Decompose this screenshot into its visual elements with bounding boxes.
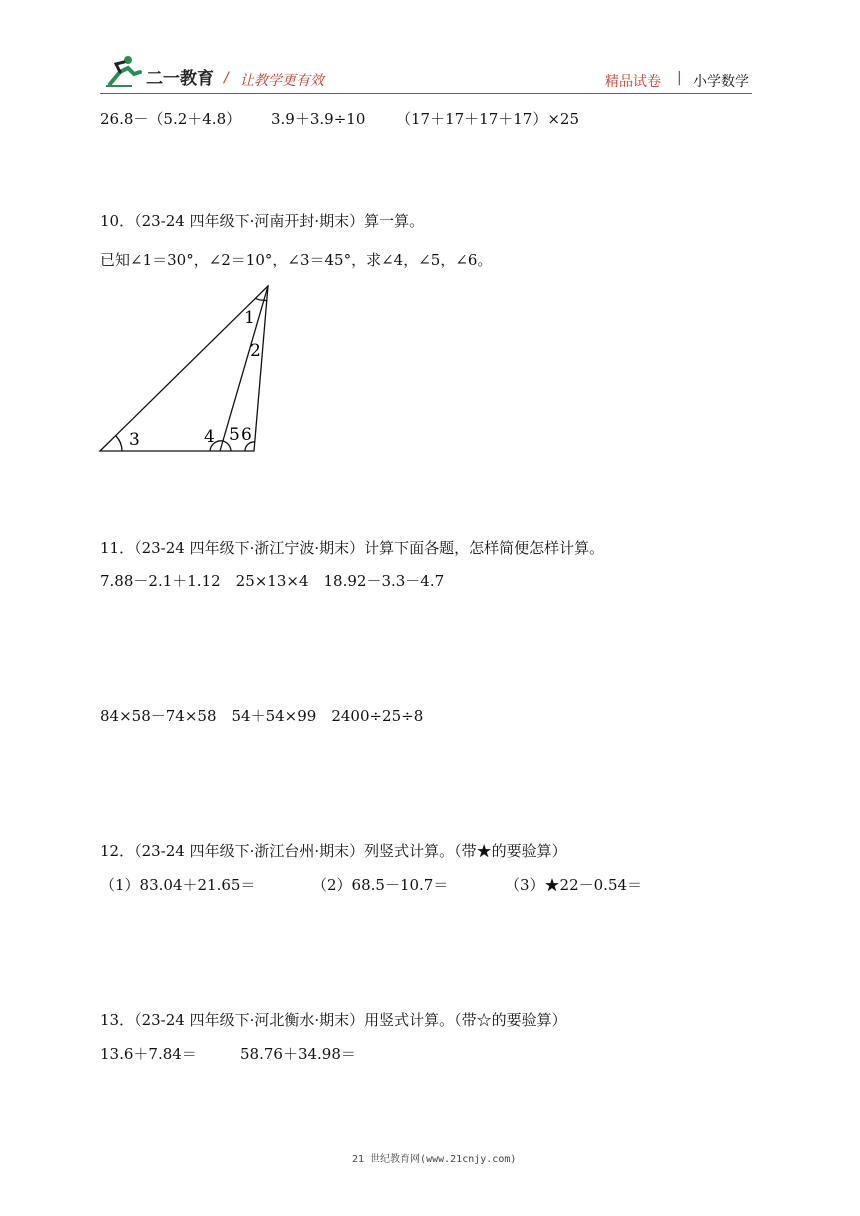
- q12-item-1: （1）83.04＋21.65＝: [100, 876, 256, 894]
- q10-title: 10．（23-24 四年级下·河南开封·期末）算一算。: [100, 212, 425, 230]
- header-subject: 小学数学: [693, 74, 749, 90]
- header-divider: |: [677, 70, 682, 86]
- q10-condition: 已知∠1＝30°，∠2＝10°，∠3＝45°，求∠4，∠5，∠6。: [100, 251, 493, 269]
- q9-expr-3: （17＋17＋17＋17）×25: [396, 110, 580, 128]
- triangle-figure: [95, 280, 275, 460]
- q9-expr-1: 26.8－（5.2＋4.8）: [100, 110, 242, 128]
- slogan: 让教学更有效: [240, 73, 324, 89]
- q12-item-2: （2）68.5－10.7＝: [312, 876, 449, 894]
- label-angle-3: 3: [129, 430, 140, 450]
- logo-text: 二一教育: [146, 69, 214, 89]
- runner-logo-icon: [104, 54, 144, 88]
- q11-row-2: 84×58－74×58 54＋54×99 2400÷25÷8: [100, 707, 424, 725]
- angle-arc-1: [255, 298, 264, 300]
- angle-arc-3: [116, 436, 122, 451]
- q13-title: 13．（23-24 四年级下·河北衡水·期末）用竖式计算。（带☆的要验算）: [100, 1011, 567, 1029]
- q13-item-2: 58.76＋34.98＝: [240, 1045, 356, 1063]
- header-right-label: 精品试卷: [605, 74, 661, 90]
- label-angle-4: 4: [204, 427, 215, 447]
- slogan-slash: /: [224, 70, 229, 86]
- header-rule: [100, 93, 752, 94]
- q13-item-1: 13.6＋7.84＝: [100, 1045, 197, 1063]
- q11-row-1: 7.88－2.1＋1.12 25×13×4 18.92－3.3－4.7: [100, 572, 445, 590]
- label-angle-5: 5: [229, 425, 240, 445]
- q9-expr-2: 3.9＋3.9÷10: [271, 110, 366, 128]
- label-angle-2: 2: [250, 341, 261, 361]
- label-angle-6: 6: [241, 425, 252, 445]
- label-angle-1: 1: [244, 308, 255, 328]
- q11-title: 11．（23-24 四年级下·浙江宁波·期末）计算下面各题，怎样简便怎样计算。: [100, 539, 605, 557]
- q12-title: 12．（23-24 四年级下·浙江台州·期末）列竖式计算。（带★的要验算）: [100, 842, 567, 860]
- q12-item-3: （3）★22－0.54＝: [505, 876, 643, 894]
- page-footer: 21 世纪教育网(www.21cnjy.com): [352, 1154, 517, 1165]
